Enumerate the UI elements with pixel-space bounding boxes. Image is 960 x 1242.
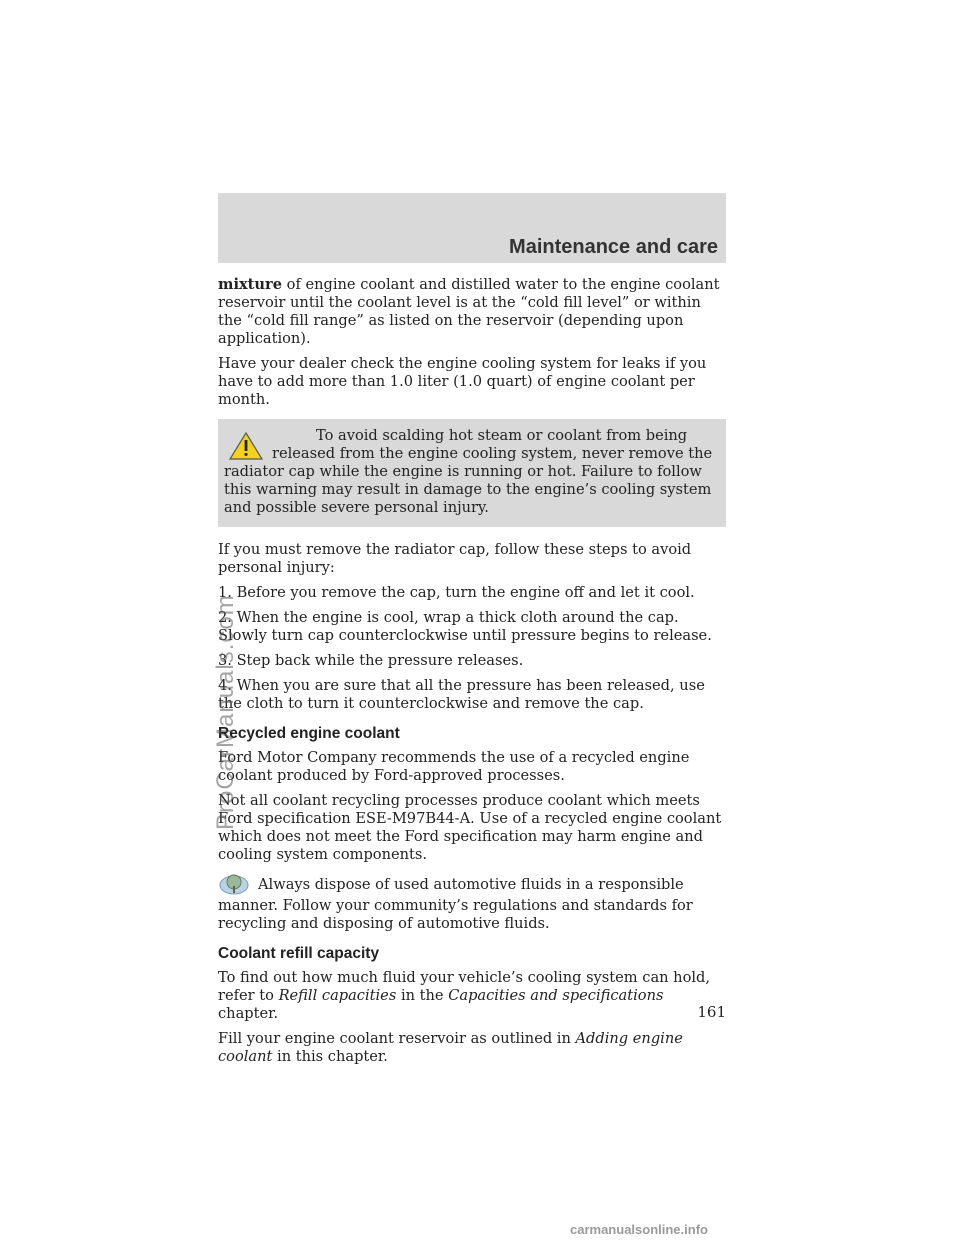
paragraph-dispose <box>218 871 726 933</box>
paragraph-specification: Not all coolant recycling processes produce coolant which meets Ford specification ESE-M97B44-A. Use of a recycled engine coolant which does not meet the Ford specification may harm engine and cooling system components. <box>218 792 722 863</box>
text: in the <box>400 987 444 1004</box>
footer-url: carmanualsonline.info <box>570 1222 708 1237</box>
paragraph-radiator: If you must remove the radiator cap, follow these steps to avoid personal injury: <box>218 541 692 576</box>
text: chapter. <box>218 1005 279 1022</box>
text: Fill your engine coolant reservoir as outlined in <box>218 1030 571 1047</box>
paragraph-refill <box>218 969 726 1023</box>
paragraph-text: of engine coolant and distilled water to the engine coolant reservoir until the coolant level is at the “cold fill level” or within the “cold fill range” as listed on the reservoir (depending upon application). <box>218 276 720 347</box>
page-number: 161 <box>697 1003 726 1021</box>
paragraph-fill-reservoir <box>218 1030 726 1066</box>
text: in this chapter. <box>277 1048 388 1065</box>
step-2: 2. When the engine is cool, wrap a thick cloth around the cap. Slowly turn cap counterclockwise until pressure begins to release. <box>218 609 712 644</box>
step-3: 3. Step back while the pressure releases. <box>218 652 524 669</box>
warning-text: To avoid scalding hot steam or coolant from being released from the engine cooling system, never remove the radiator cap while the engine is running or hot. Failure to follow this warning may result in damage to the engine’s cooling system and possible severe personal injury. <box>224 427 713 516</box>
watermark: ProCarManuals.com <box>212 594 239 830</box>
heading-refill-capacity: Coolant refill capacity <box>218 945 380 962</box>
step-1: 1. Before you remove the cap, turn the engine off and let it cool. <box>218 584 695 601</box>
header-band <box>218 193 726 263</box>
paragraph-leaks: Have your dealer check the engine cooling system for leaks if you have to add more than 1.0 liter (1.0 quart) of engine coolant per month. <box>218 355 707 408</box>
paragraph-mixture <box>218 276 726 348</box>
section-title: Maintenance and care <box>509 236 718 258</box>
text: To find out how much fluid your vehicle’s cooling system can hold, refer to <box>218 969 711 1004</box>
reference-adding-coolant: Adding engine coolant <box>218 1030 683 1065</box>
warning-triangle-icon <box>228 431 264 461</box>
page-content <box>218 276 726 1073</box>
eco-text: Always dispose of used automotive fluids in a responsible manner. Follow your community’s regulations and standards for recycling and disposing of automotive fluids. <box>218 876 693 932</box>
bold-term: mixture <box>218 276 283 293</box>
paragraph-ford-recommends: Ford Motor Company recommends the use of a recycled engine coolant produced by Ford-approved processes. <box>218 749 690 784</box>
reference-refill-capacities: Refill capacities <box>278 987 397 1004</box>
warning-box <box>218 419 726 527</box>
reference-capacities-chapter: Capacities and specifications <box>448 987 664 1004</box>
step-4: 4. When you are sure that all the pressure has been released, use the cloth to turn it counterclockwise and remove the cap. <box>218 677 705 712</box>
heading-recycled-coolant: Recycled engine coolant <box>218 725 400 742</box>
recycle-tree-icon <box>218 871 250 897</box>
